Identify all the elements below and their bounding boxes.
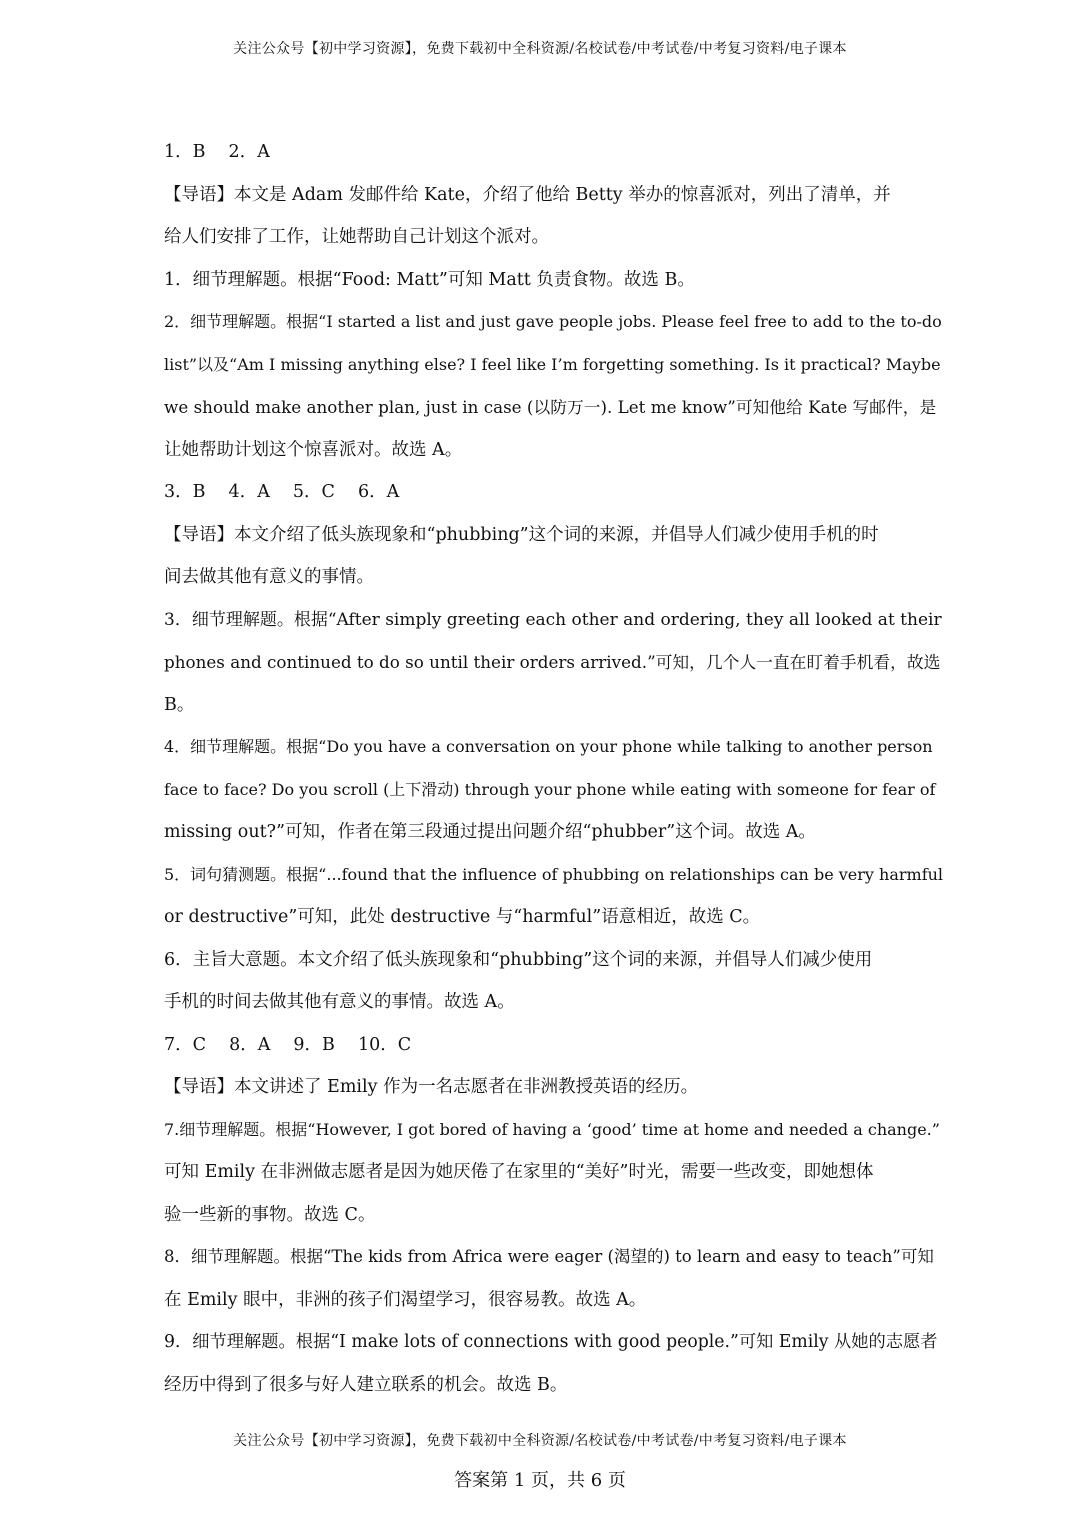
answer-line: 让她帮助计划这个惊喜派对。故选 A。: [164, 439, 463, 460]
answer-line: 验一些新的事物。故选 C。: [164, 1204, 376, 1225]
answer-line: 在 Emily 眼中，非洲的孩子们渴望学习，很容易教。故选 A。: [164, 1289, 647, 1310]
header-banner: 关注公众号【初中学习资源】，免费下载初中全科资源/名校试卷/中考试卷/中考复习资料/电子课本: [233, 41, 847, 57]
answer-line: 7．C 8．A 9．B 10．C: [164, 1034, 412, 1055]
answer-line: 6．主旨大意题。本文介绍了低头族现象和“phubbing”这个词的来源，并倡导人们减少使用: [164, 949, 873, 970]
answer-line: phones and continued to do so until their orders arrived.”可知，几个人一直在盯着手机看，故选: [164, 652, 941, 672]
answer-line: 7.细节理解题。根据“However, I got bored of having a ‘good’ time at home and needed a change.”: [164, 1119, 940, 1139]
answer-line: 1．细节理解题。根据“Food: Matt”可知 Matt 负责食物。故选 B。: [164, 269, 695, 290]
answer-line: 5．词句猜测题。根据“...found that the influence of phubbing on relationships can be very harmful: [164, 864, 944, 884]
answer-line: 1．B 2．A: [164, 142, 270, 162]
answer-line: face to face? Do you scroll (上下滑动) through your phone while eating with someone for fear of: [164, 779, 936, 799]
answer-line: missing out?”可知，作者在第三段通过提出问题介绍“phubber”这个词。故选 A。: [164, 822, 816, 842]
answer-line: 【导语】本文讲述了 Emily 作为一名志愿者在非洲教授英语的经历。: [164, 1077, 699, 1097]
answer-line: 手机的时间去做其他有意义的事情。故选 A。: [164, 992, 515, 1012]
answer-line: 4．细节理解题。根据“Do you have a conversation on your phone while talking to another person: [164, 737, 933, 756]
answer-line: B。: [164, 694, 195, 715]
answer-line: 3．B 4．A 5．C 6．A: [164, 482, 400, 502]
answer-line: 8．细节理解题。根据“The kids from Africa were eager (渴望的) to learn and easy to teach”可知: [164, 1247, 934, 1266]
answer-line: 2．细节理解题。根据“I started a list and just gave people jobs. Please feel free to add to the to-do: [164, 312, 942, 331]
answer-line: list”以及“Am I missing anything else? I feel like I’m forgetting something. Is it practical? Maybe: [164, 354, 941, 374]
answer-line: 间去做其他有意义的事情。: [164, 567, 374, 587]
answer-line: we should make another plan, just in case (以防万一). Let me know”可知他给 Kate 写邮件，是: [164, 397, 937, 417]
answer-line: or destructive”可知，此处 destructive 与“harmful”语意相近，故选 C。: [164, 907, 761, 927]
footer-banner: 关注公众号【初中学习资源】，免费下载初中全科资源/名校试卷/中考试卷/中考复习资料/电子课本: [233, 1433, 847, 1449]
answer-line: 给人们安排了工作，让她帮助自己计划这个派对。: [164, 227, 549, 247]
answer-line: 【导语】本文是 Adam 发邮件给 Kate，介绍了他给 Betty 举办的惊喜派对，列出了清单，并: [164, 184, 891, 205]
answer-line: 可知 Emily 在非洲做志愿者是因为她厌倦了在家里的“美好”时光，需要一些改变，即她想体: [164, 1162, 874, 1182]
answer-line: 3．细节理解题。根据“After simply greeting each other and ordering, they all looked at their: [164, 609, 942, 630]
answer-line: 【导语】本文介绍了低头族现象和“phubbing”这个词的来源，并倡导人们减少使用手机的时: [164, 524, 879, 545]
answer-line: 经历中得到了很多与好人建立联系的机会。故选 B。: [164, 1374, 568, 1395]
page-number: 答案第 1 页，共 6 页: [454, 1470, 626, 1491]
answer-content: [164, 131, 944, 1406]
answer-line: 9．细节理解题。根据“I make lots of connections with good people.”可知 Emily 从她的志愿者: [164, 1332, 938, 1352]
